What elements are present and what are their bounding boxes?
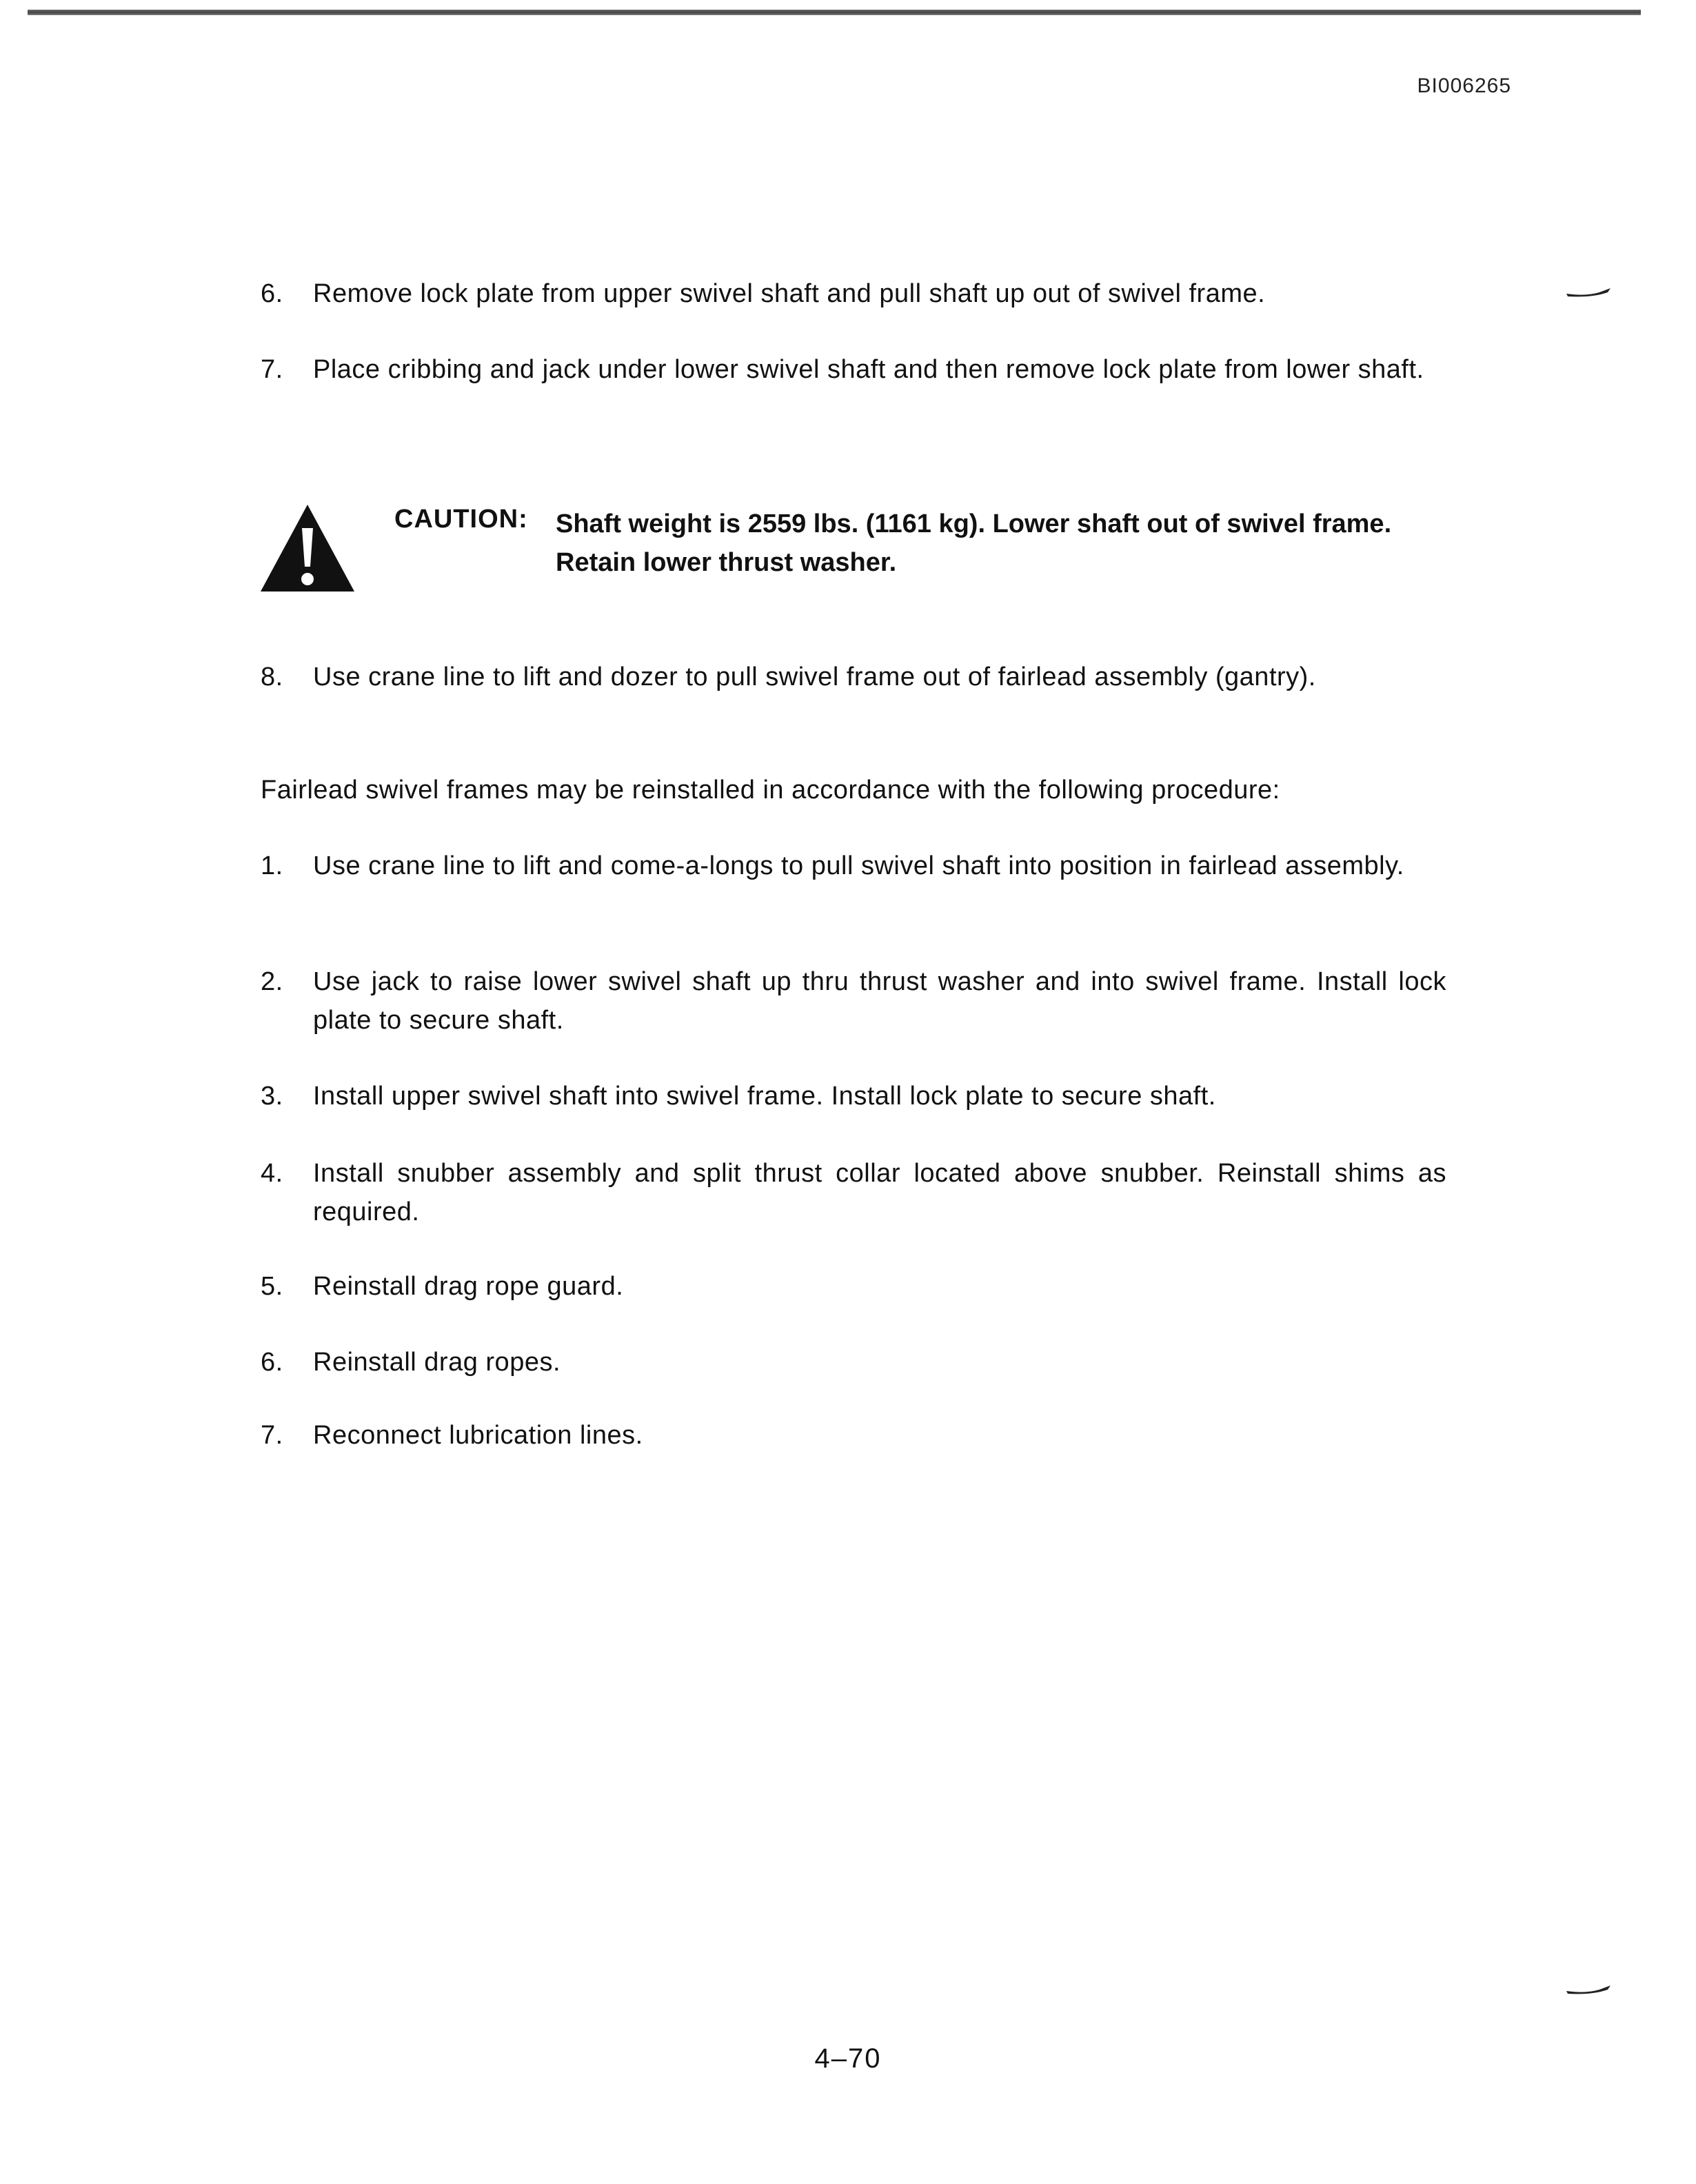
list-item-number: 7. [261,355,283,384]
list-item-text: Install upper swivel shaft into swivel frame. Install lock plate to secure shaft. [313,1082,1216,1111]
warning-triangle-icon [259,503,356,593]
list-item-number: 7. [261,1421,283,1450]
list-item-install-6 [261,1343,1446,1382]
list-item-text: Use jack to raise lower swivel shaft up thru thrust washer and into swivel frame. Install lock plate to secure shaft. [313,967,1446,1035]
list-item-number: 6. [261,1348,283,1377]
list-item-number: 6. [261,279,283,308]
list-item-install-4 [261,1154,1446,1231]
list-item-removal-8 [261,658,1446,696]
list-item-text: Install snubber assembly and split thrust collar located above snubber. Reinstall shims as required. [313,1159,1446,1226]
caution-text: Shaft weight is 2559 lbs. (1161 kg). Lower shaft out of swivel frame. Retain lower thrust washer. [556,509,1392,577]
top-rule [28,10,1641,15]
list-item-text: Remove lock plate from upper swivel shaft and pull shaft up out of swivel frame. [313,279,1266,308]
list-item-install-7 [261,1416,1446,1455]
list-item-install-5 [261,1267,1446,1306]
list-item-number: 3. [261,1082,283,1111]
page-number: 4–70 [814,2043,882,2074]
list-item-install-3 [261,1077,1446,1115]
list-item-text: Reinstall drag ropes. [313,1348,561,1377]
reinstall-intro: Fairlead swivel frames may be reinstalled in accordance with the following procedure: [261,776,1280,805]
list-item-removal-6 [261,274,1446,313]
list-item-install-1 [261,847,1446,885]
list-item-removal-7 [261,350,1446,389]
document-id: BI006265 [1417,74,1511,97]
list-item-text: Reinstall drag rope guard. [313,1272,624,1301]
list-item-text: Use crane line to lift and come-a-longs to pull swivel shaft into position in fairlead assembly. [313,851,1404,880]
caution-block [259,499,1473,603]
list-item-number: 1. [261,851,283,880]
list-item-number: 4. [261,1159,283,1188]
margin-change-mark [1565,287,1613,298]
list-item-number: 8. [261,663,283,691]
list-item-install-2 [261,962,1446,1040]
list-item-number: 5. [261,1272,283,1301]
list-item-text: Place cribbing and jack under lower swivel shaft and then remove lock plate from lower shaft. [313,355,1424,384]
caution-label: CAUTION: [394,505,528,534]
list-item-text: Reconnect lubrication lines. [313,1421,643,1450]
list-item-number: 2. [261,967,283,996]
list-item-text: Use crane line to lift and dozer to pull swivel frame out of fairlead assembly (gantry). [313,663,1316,691]
margin-change-mark [1565,1984,1613,1995]
